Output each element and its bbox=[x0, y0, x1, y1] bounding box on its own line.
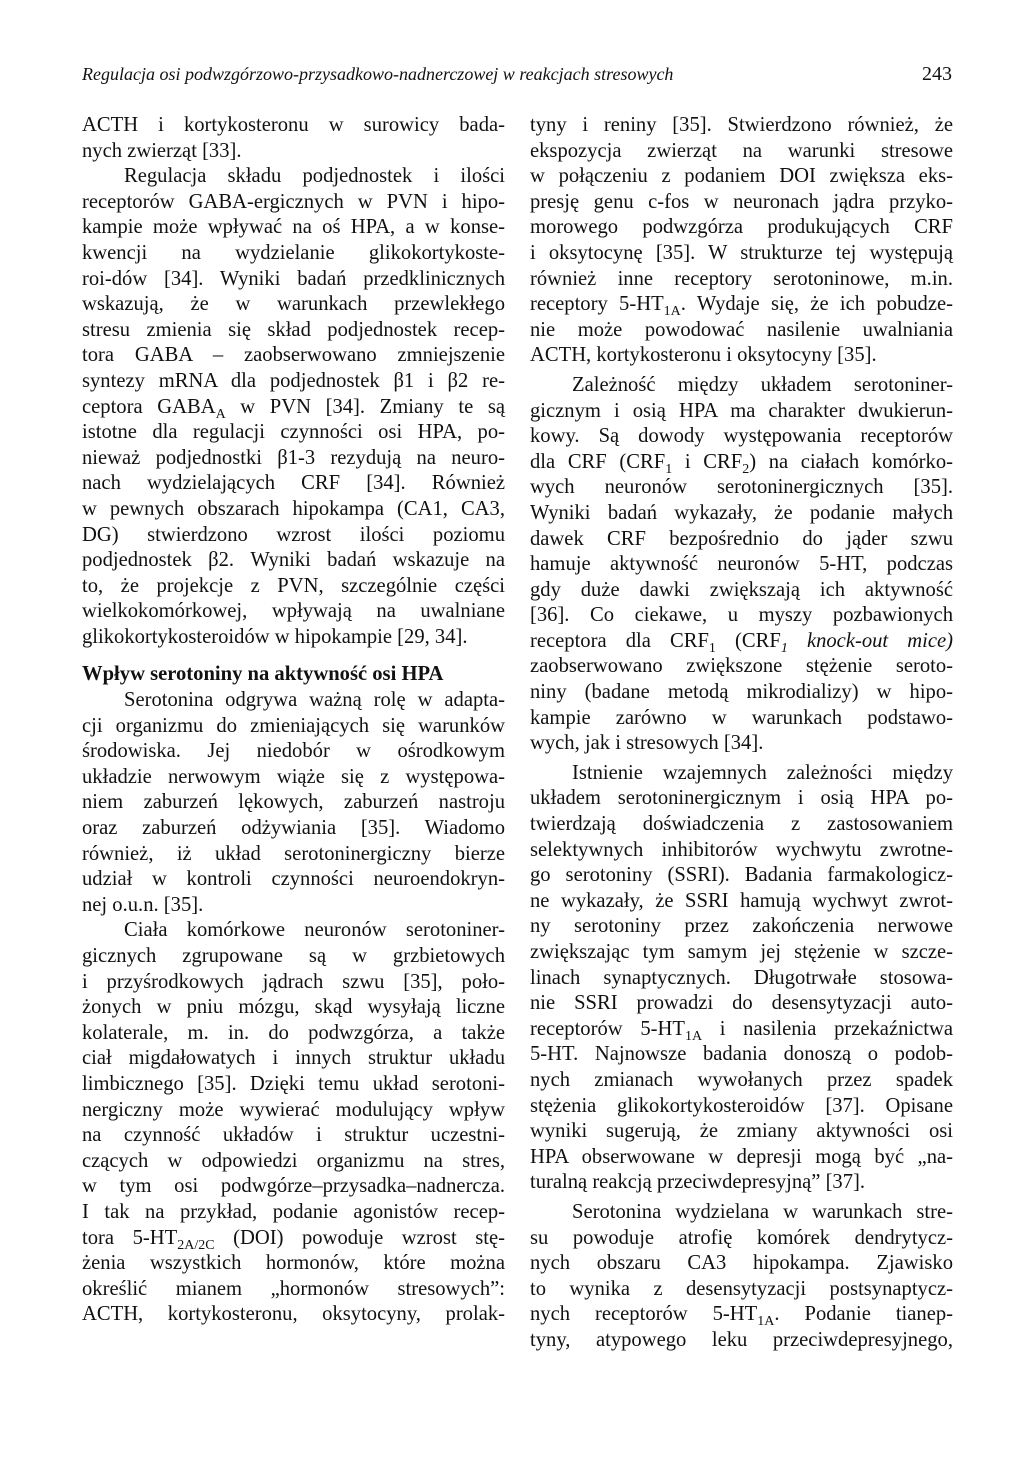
running-header: Regulacja osi podwzgórzowo-przysadkowo-nadnerczowej w reakcjach stresowych bbox=[82, 64, 674, 84]
text-segment: ACTH i kortykosteronu w surowicy bada- bbox=[82, 114, 505, 136]
text-segment: Serotonina wydzielana w warunkach stre- bbox=[572, 1200, 953, 1223]
text-line bbox=[82, 318, 505, 344]
text-line bbox=[530, 113, 953, 139]
text-line bbox=[82, 1123, 505, 1149]
left-column bbox=[82, 113, 505, 1328]
text-line bbox=[82, 816, 505, 842]
text-line bbox=[530, 1251, 953, 1277]
text-segment: gdy duże dawki zwiększają ich aktywność bbox=[530, 578, 953, 601]
text-line bbox=[82, 1251, 505, 1277]
text-line bbox=[82, 1021, 505, 1047]
text-line bbox=[82, 1098, 505, 1124]
section-heading bbox=[82, 662, 505, 688]
text-line bbox=[82, 1226, 505, 1252]
text-line bbox=[82, 918, 505, 944]
text-line bbox=[530, 343, 953, 369]
text-line bbox=[82, 765, 505, 791]
text-line bbox=[530, 139, 953, 165]
text-segment: również inne receptory serotoninowe, m.in. bbox=[530, 267, 953, 290]
text-segment: hamuje aktywność neuronów 5-HT, podczas bbox=[530, 553, 953, 576]
text-segment: . Wydaje się, że ich pobudze- bbox=[680, 293, 953, 316]
text-segment: kolaterale, m. in. do podwzgórza, a także bbox=[82, 1021, 505, 1044]
text-segment: limbicznego [35]. Dzięki temu układ serotoni- bbox=[82, 1072, 505, 1095]
text-segment: i przyśrodkowych jądrach szwu [35], poło- bbox=[82, 970, 505, 993]
text-segment: tyny, atypowego leku przeciwdepresyjnego, bbox=[530, 1328, 953, 1351]
page-number: 243 bbox=[922, 63, 952, 85]
subscript: 1 bbox=[665, 461, 673, 477]
text-line bbox=[530, 450, 953, 476]
text-line bbox=[82, 139, 505, 165]
text-segment: wielkokomórkowej, wpływają na uwalniane bbox=[82, 600, 505, 623]
text-segment: również, iż układ serotoninergiczny bierze bbox=[82, 842, 505, 865]
text-segment: ciał migdałowatych i innych struktur układu bbox=[82, 1047, 505, 1070]
text-segment: linach synaptycznych. Długotrwałe stosowa- bbox=[530, 966, 953, 989]
text-segment: określić mianem „hormonów stresowych”: bbox=[82, 1277, 505, 1300]
subscript: 1A bbox=[684, 1028, 703, 1044]
text-line bbox=[530, 501, 953, 527]
text-segment: ACTH, kortykosteronu, oksytocyny, prolak- bbox=[82, 1303, 505, 1326]
text-segment: (CRF bbox=[715, 629, 781, 652]
text-segment: zaobserwowano zwiększone stężenie seroto- bbox=[530, 655, 953, 678]
text-line bbox=[82, 995, 505, 1021]
text-line bbox=[82, 1200, 505, 1226]
text-segment: kwencji na wydzielanie glikokortykoste- bbox=[82, 241, 505, 264]
text-segment: istotne dla regulacji czynności osi HPA, po- bbox=[82, 421, 505, 444]
text-segment: kampie zarówno w warunkach podstawo- bbox=[530, 706, 953, 729]
text-segment: i CRF bbox=[672, 450, 743, 473]
text-line bbox=[530, 475, 953, 501]
text-segment: receptorów 5-HT bbox=[530, 1017, 685, 1040]
text-segment: nieważ podjednostki β1-3 rezydują na neuro- bbox=[82, 446, 505, 469]
text-line bbox=[82, 867, 505, 893]
text-segment: [36]. Co ciekawe, u myszy pozbawionych bbox=[530, 604, 953, 627]
text-segment: kampie może wpływać na oś HPA, a w konse- bbox=[82, 216, 505, 239]
text-line bbox=[530, 966, 953, 992]
text-segment: DG) stwierdzono wzrost ilości poziomu bbox=[82, 523, 505, 546]
text-segment: Istnienie wzajemnych zależności między bbox=[572, 761, 953, 784]
text-segment: turalną reakcją przeciwdepresyjną” [37]. bbox=[530, 1171, 866, 1194]
text-line bbox=[530, 1170, 953, 1196]
text-line bbox=[530, 838, 953, 864]
text-segment: i nasilenia przekaźnictwa bbox=[702, 1017, 953, 1040]
subscript: 2A/2C bbox=[177, 1237, 215, 1253]
text-line bbox=[530, 241, 953, 267]
text-segment: HPA obserwowane w depresji mogą być „na- bbox=[530, 1145, 953, 1168]
text-segment: w pewnych obszarach hipokampa (CA1, CA3, bbox=[82, 497, 505, 520]
text-segment: gicznych zgrupowane są w grzbietowych bbox=[82, 945, 505, 967]
text-line bbox=[82, 369, 505, 395]
text-segment: Wyniki badań wykazały, że podanie małych bbox=[530, 501, 953, 524]
text-line bbox=[82, 548, 505, 574]
text-line bbox=[82, 970, 505, 996]
text-line bbox=[82, 688, 505, 714]
text-line bbox=[530, 863, 953, 889]
text-segment: żonych w pniu mózgu, skąd wysyłają liczne bbox=[82, 996, 505, 1019]
subscript: A bbox=[215, 406, 226, 422]
text-line bbox=[82, 343, 505, 369]
text-segment: w PVN [34]. Zmiany te są bbox=[225, 395, 505, 418]
subscript: 1A bbox=[663, 304, 681, 320]
text-line bbox=[530, 292, 953, 318]
text-segment: niem zaburzeń lękowych, zaburzeń nastroju bbox=[82, 791, 505, 814]
text-segment: ekspozycja zwierząt na warunki stresowe bbox=[530, 139, 953, 162]
text-segment: ne wykazały, że SSRI hamują wychwyt zwrot- bbox=[530, 889, 953, 912]
text-line bbox=[530, 527, 953, 553]
text-segment: nych receptorów 5-HT bbox=[530, 1303, 758, 1326]
text-line bbox=[530, 914, 953, 940]
text-segment: go serotoniny (SSRI). Badania farmakologicz- bbox=[530, 864, 953, 887]
text-line bbox=[530, 680, 953, 706]
right-column bbox=[530, 113, 953, 1354]
text-segment: Zależność między układem serotoniner- bbox=[572, 373, 953, 396]
text-line bbox=[82, 292, 505, 318]
text-segment: na czynność układów i struktur uczestni- bbox=[82, 1124, 505, 1147]
text-line bbox=[530, 889, 953, 915]
text-line bbox=[530, 1094, 953, 1120]
text-line bbox=[530, 318, 953, 344]
text-segment: ny serotoniny przez zakończenia nerwowe bbox=[530, 915, 953, 938]
text-segment: nej o.u.n. [35]. bbox=[82, 893, 204, 916]
text-segment: stresu zmienia się skład podjednostek recep- bbox=[82, 318, 505, 341]
text-segment: Ciała komórkowe neuronów serotoniner- bbox=[124, 919, 505, 942]
text-line bbox=[530, 373, 953, 399]
text-segment: gicznym i osią HPA ma charakter dwukierun- bbox=[530, 399, 953, 422]
text-segment: żenia wszystkich hormonów, które można bbox=[82, 1252, 505, 1275]
text-line bbox=[530, 215, 953, 241]
text-segment: wskazują, że w warunkach przewlekłego bbox=[82, 293, 505, 316]
text-segment: niny (badane metodą mikrodializy) w hipo- bbox=[530, 681, 953, 704]
text-line bbox=[530, 940, 953, 966]
text-line bbox=[82, 446, 505, 472]
text-line bbox=[530, 1302, 953, 1328]
text-line bbox=[82, 574, 505, 600]
text-segment: oraz zaburzeń odżywiania [35]. Wiadomo bbox=[82, 817, 505, 840]
text-line bbox=[82, 420, 505, 446]
text-line bbox=[530, 1145, 953, 1171]
text-segment: udział w kontroli czynności neuroendokryn- bbox=[82, 868, 505, 891]
text-segment: Wpływ serotoniny na aktywność osi HPA bbox=[82, 663, 444, 686]
text-segment: zwiększając tym samym jej stężenie w szcze- bbox=[530, 941, 953, 963]
text-line bbox=[530, 399, 953, 425]
text-line bbox=[530, 1200, 953, 1226]
text-segment: nych obszaru CA3 hipokampa. Zjawisko bbox=[530, 1252, 953, 1275]
text-segment: Serotonina odgrywa ważną rolę w adapta- bbox=[124, 689, 505, 712]
text-segment: wych neuronów serotoninergicznych [35]. bbox=[530, 476, 953, 499]
subscript: 1A bbox=[757, 1314, 775, 1330]
text-segment: wych, jak i stresowych [34]. bbox=[530, 732, 764, 755]
text-segment: roi-dów [34]. Wyniki badań przedklinicznych bbox=[82, 267, 505, 290]
text-line bbox=[530, 552, 953, 578]
text-line bbox=[82, 893, 505, 919]
subscript: 2 bbox=[742, 461, 750, 477]
text-line bbox=[82, 1046, 505, 1072]
text-line bbox=[530, 731, 953, 757]
text-segment: su powoduje atrofię komórek dendrytycz- bbox=[530, 1226, 953, 1249]
text-line bbox=[530, 1328, 953, 1354]
text-line bbox=[82, 215, 505, 241]
text-line bbox=[82, 1149, 505, 1175]
text-segment: nach wydzielających CRF [34]. Również bbox=[82, 472, 505, 495]
text-segment: tyny i reniny [35]. Stwierdzono również, że bbox=[530, 114, 953, 136]
text-segment: ) na ciałach komórko- bbox=[749, 450, 953, 473]
text-line bbox=[530, 424, 953, 450]
text-segment: nych zwierząt [33]. bbox=[82, 139, 242, 162]
text-line bbox=[530, 190, 953, 216]
text-line bbox=[82, 164, 505, 190]
text-line bbox=[82, 471, 505, 497]
text-line bbox=[530, 1017, 953, 1043]
text-segment: I tak na przykład, podanie agonistów recep- bbox=[82, 1200, 505, 1223]
text-segment: środowiska. Jej niedobór w ośrodkowym bbox=[82, 740, 505, 763]
text-segment: knock-out mice) bbox=[787, 629, 953, 652]
text-line bbox=[530, 1068, 953, 1094]
subscript: 1 bbox=[708, 640, 716, 656]
text-line bbox=[530, 706, 953, 732]
text-line bbox=[82, 497, 505, 523]
text-segment: (DOI) powoduje wzrost stę- bbox=[214, 1226, 505, 1249]
text-segment: cji organizmu do zmieniających się warunków bbox=[82, 714, 505, 737]
text-segment: glikokortykosteroidów w hipokampie [29, 34]. bbox=[82, 625, 468, 648]
text-line bbox=[82, 625, 505, 651]
text-line bbox=[82, 1072, 505, 1098]
text-segment: układem serotoninergicznym i osią HPA po- bbox=[530, 787, 953, 810]
text-line bbox=[530, 578, 953, 604]
text-line bbox=[530, 1277, 953, 1303]
text-segment: selektywnych inhibitorów wychwytu zwrotne- bbox=[530, 838, 953, 861]
text-segment: 5-HT. Najnowsze badania donoszą o podob- bbox=[530, 1043, 953, 1066]
text-segment: presję genu c-fos w neuronach jądra przyko- bbox=[530, 190, 953, 213]
text-line bbox=[82, 842, 505, 868]
text-segment: nie SSRI prowadzi do desensytyzacji auto- bbox=[530, 992, 953, 1015]
text-segment: receptorów GABA-ergicznych w PVN i hipo- bbox=[82, 190, 505, 213]
text-line bbox=[82, 739, 505, 765]
text-line bbox=[530, 1119, 953, 1145]
text-line bbox=[82, 944, 505, 970]
text-line bbox=[82, 523, 505, 549]
text-line bbox=[530, 1226, 953, 1252]
text-segment: receptory 5-HT bbox=[530, 293, 664, 316]
text-segment: stężenia glikokortykosteroidów [37]. Opisane bbox=[530, 1094, 953, 1117]
text-line bbox=[82, 395, 505, 421]
text-line bbox=[530, 603, 953, 629]
text-segment: Regulacja składu podjednostek i ilości bbox=[124, 165, 505, 188]
text-line bbox=[530, 654, 953, 680]
text-line bbox=[530, 1042, 953, 1068]
text-segment: kowy. Są dowody występowania receptorów bbox=[530, 425, 953, 448]
text-segment: tora GABA – zaobserwowano zmniejszenie bbox=[82, 344, 505, 367]
text-segment: syntezy mRNA dla podjednostek β1 i β2 re- bbox=[82, 369, 505, 392]
text-segment: twierdzają doświadczenia z zastosowaniem bbox=[530, 813, 953, 836]
text-segment: nie może powodować nasilenie uwalniania bbox=[530, 318, 953, 341]
text-line bbox=[82, 1277, 505, 1303]
text-segment: nergiczny może wywierać modulujący wpływ bbox=[82, 1098, 505, 1121]
text-line bbox=[82, 113, 505, 139]
text-line bbox=[82, 714, 505, 740]
text-segment: ACTH, kortykosteronu i oksytocyny [35]. bbox=[530, 344, 877, 367]
text-line bbox=[82, 1174, 505, 1200]
subscript: 1 bbox=[780, 640, 788, 656]
text-line bbox=[82, 267, 505, 293]
text-segment: ceptora GABA bbox=[82, 395, 216, 418]
text-line bbox=[530, 991, 953, 1017]
text-line bbox=[530, 812, 953, 838]
text-segment: tora 5-HT bbox=[82, 1226, 178, 1249]
text-line bbox=[530, 786, 953, 812]
text-segment: czących w odpowiedzi organizmu na stres, bbox=[82, 1149, 505, 1172]
text-segment: to wynika z desensytyzacji postsynaptycz- bbox=[530, 1277, 953, 1300]
text-segment: to, że projekcje z PVN, szczególnie części bbox=[82, 574, 505, 597]
text-segment: nych zmianach wywołanych przez spadek bbox=[530, 1068, 953, 1091]
text-line bbox=[530, 761, 953, 787]
text-segment: wyniki sugerują, że zmiany aktywności osi bbox=[530, 1120, 953, 1143]
text-line bbox=[82, 790, 505, 816]
text-segment: dawek CRF bezpośrednio do jąder szwu bbox=[530, 527, 953, 550]
text-segment: i oksytocynę [35]. W strukturze tej występują bbox=[530, 241, 953, 264]
text-segment: w połączeniu z podaniem DOI zwiększa eks- bbox=[530, 165, 953, 188]
text-line bbox=[530, 164, 953, 190]
text-segment: podjednostek β2. Wyniki badań wskazuje na bbox=[82, 549, 505, 572]
text-line bbox=[530, 629, 953, 655]
text-segment: w tym osi podwgórze–przysadka–nadnercza. bbox=[82, 1175, 505, 1198]
text-segment: receptora dla CRF bbox=[530, 629, 709, 652]
text-segment: morowego podwzgórza produkujących CRF bbox=[530, 216, 953, 239]
text-line bbox=[82, 599, 505, 625]
text-segment: układzie nerwowym wiąże się z występowa- bbox=[82, 765, 505, 788]
text-line bbox=[82, 241, 505, 267]
text-segment: dla CRF (CRF bbox=[530, 450, 666, 473]
text-line bbox=[82, 190, 505, 216]
text-line bbox=[82, 1302, 505, 1328]
text-line bbox=[530, 267, 953, 293]
text-segment: . Podanie tianep- bbox=[774, 1303, 953, 1326]
